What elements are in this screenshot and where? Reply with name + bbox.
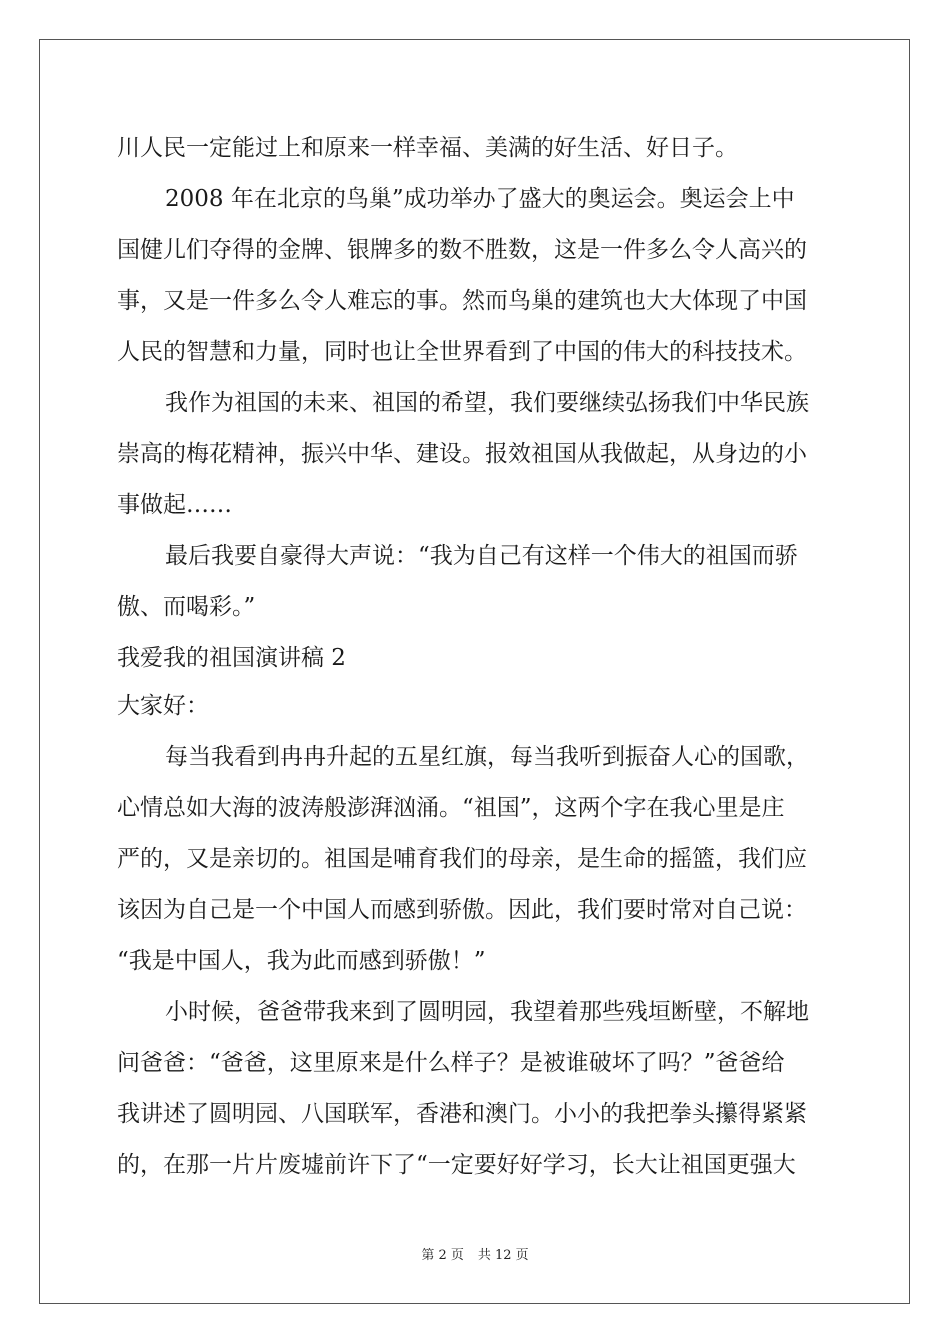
text-line: “我是中国人，我为此而感到骄傲！”: [117, 948, 486, 974]
text-line: 我讲述了圆明园、八国联军，香港和澳门。小小的我把拳头攥得紧紧: [117, 1101, 807, 1127]
section-heading: 我爱我的祖国演讲稿 2: [117, 645, 346, 671]
text-line: 心情总如大海的波涛般澎湃汹涌。“祖国”，这两个字在我心里是庄: [117, 795, 785, 821]
document-body: [117, 128, 835, 1196]
text-line: 该因为自己是一个中国人而感到骄傲。因此，我们要时常对自己说：: [117, 897, 807, 923]
page-total: 共 12 页: [477, 1248, 529, 1263]
text-line: 的，在那一片片废墟前许下了“一定要好好学习，长大让祖国更强大: [117, 1152, 796, 1178]
text-line: 事做起……: [117, 492, 232, 518]
text-line: 2008 年在北京的鸟巢”成功举办了盛大的奥运会。奥运会上中: [165, 186, 795, 212]
text-line: 国健儿们夺得的金牌、银牌多的数不胜数，这是一件多么令人高兴的: [117, 237, 807, 263]
text-line: 我作为祖国的未来、祖国的希望，我们要继续弘扬我们中华民族: [165, 390, 809, 416]
text-line: 川人民一定能过上和原来一样幸福、美满的好生活、好日子。: [117, 135, 738, 161]
text-line: 人民的智慧和力量，同时也让全世界看到了中国的伟大的科技技术。: [117, 339, 807, 365]
text-line: 大家好：: [117, 693, 209, 719]
text-line: 严的，又是亲切的。祖国是哺育我们的母亲，是生命的摇篮，我们应: [117, 846, 807, 872]
text-line: 小时候，爸爸带我来到了圆明园，我望着那些残垣断壁，不解地: [165, 999, 809, 1025]
text-line: 崇高的梅花精神，振兴中华、建设。报效祖国从我做起，从身边的小: [117, 441, 807, 467]
text-line: 事，又是一件多么令人难忘的事。然而鸟巢的建筑也大大体现了中国: [117, 288, 807, 314]
page-footer: [0, 1244, 950, 1263]
page-number: 第 2 页: [421, 1248, 464, 1263]
text-line: 傲、而喝彩。”: [117, 594, 256, 620]
text-line: 每当我看到冉冉升起的五星红旗，每当我听到振奋人心的国歌，: [165, 744, 809, 770]
text-line: 最后我要自豪得大声说：“我为自己有这样一个伟大的祖国而骄: [165, 543, 798, 569]
text-line: 问爸爸：“爸爸，这里原来是什么样子？是被谁破坏了吗？”爸爸给: [117, 1050, 785, 1076]
